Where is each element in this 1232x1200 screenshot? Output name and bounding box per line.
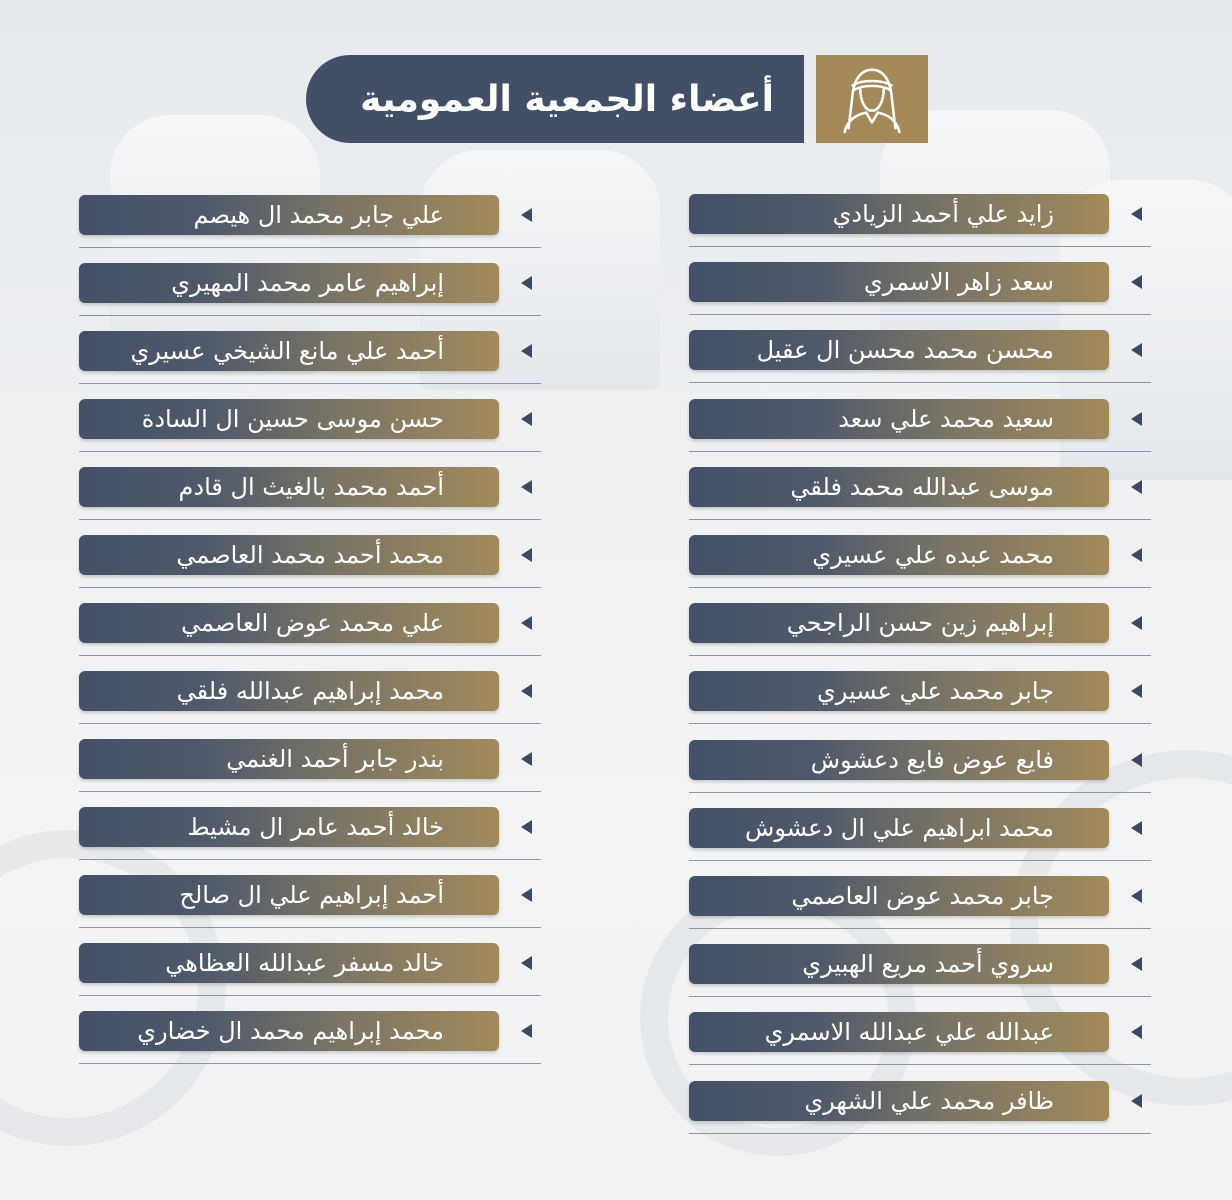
member-item — [79, 807, 541, 863]
member-name-bar — [689, 671, 1109, 711]
member-name: محسن محمد محسن ال عقيل — [756, 336, 1054, 365]
separator-line — [79, 1063, 541, 1064]
caret-left-icon — [521, 344, 532, 358]
member-name: أحمد محمد بالغيث ال قادم — [178, 473, 444, 501]
separator-line — [79, 587, 541, 588]
member-name: جابر محمد علي عسيري — [816, 677, 1054, 706]
separator-line — [79, 247, 541, 248]
member-name-bar — [689, 194, 1109, 234]
member-item — [689, 740, 1151, 796]
title-banner — [306, 55, 804, 143]
member-name: خالد أحمد عامر ال مشيط — [187, 813, 444, 841]
member-name-bar — [79, 671, 499, 711]
caret-left-icon — [1131, 889, 1142, 903]
caret-left-icon — [521, 684, 532, 698]
member-name: أحمد إبراهيم علي ال صالح — [179, 881, 444, 909]
member-item — [689, 671, 1151, 727]
caret-left-icon — [1131, 1025, 1142, 1039]
member-name-bar — [689, 399, 1109, 439]
member-name: خالد مسفر عبدالله العظاهي — [165, 949, 444, 977]
caret-left-icon — [521, 616, 532, 630]
caret-left-icon — [1131, 957, 1142, 971]
caret-left-icon — [1131, 1094, 1142, 1108]
caret-left-icon — [1131, 412, 1142, 426]
caret-left-icon — [521, 888, 532, 902]
separator-line — [689, 655, 1151, 656]
caret-left-icon — [521, 1024, 532, 1038]
caret-left-icon — [521, 480, 532, 494]
member-item — [79, 875, 541, 931]
caret-left-icon — [1131, 480, 1142, 494]
separator-line — [689, 860, 1151, 861]
member-item — [689, 1012, 1151, 1068]
caret-left-icon — [1131, 275, 1142, 289]
member-item — [79, 943, 541, 999]
member-item — [689, 944, 1151, 1000]
member-item — [79, 1011, 541, 1067]
caret-left-icon — [521, 412, 532, 426]
caret-left-icon — [521, 276, 532, 290]
member-name-bar — [689, 330, 1109, 370]
separator-line — [689, 519, 1151, 520]
caret-left-icon — [521, 208, 532, 222]
caret-left-icon — [1131, 753, 1142, 767]
member-name: عبدالله علي عبدالله الاسمري — [764, 1018, 1054, 1047]
caret-left-icon — [521, 820, 532, 834]
caret-left-icon — [521, 548, 532, 562]
separator-line — [79, 995, 541, 996]
member-name-bar — [689, 808, 1109, 848]
member-name-bar — [689, 876, 1109, 916]
member-item — [689, 603, 1151, 659]
member-name: إبراهيم عامر محمد المهيري — [171, 269, 444, 297]
member-name-bar — [79, 263, 499, 303]
member-name: حسن موسى حسين ال السادة — [141, 405, 444, 433]
member-name: جابر محمد عوض العاصمي — [791, 882, 1054, 910]
member-name-bar — [689, 1081, 1109, 1121]
member-item — [79, 467, 541, 523]
member-name: سعد زاهر الاسمري — [863, 268, 1054, 297]
separator-line — [79, 723, 541, 724]
member-name: بندر جابر أحمد الغنمي — [226, 745, 444, 773]
member-name-bar — [79, 535, 499, 575]
separator-line — [689, 792, 1151, 793]
member-name: فايع عوض فايع دعشوش — [810, 745, 1054, 774]
member-item — [689, 1081, 1151, 1137]
member-name-bar — [689, 944, 1109, 984]
member-name-bar — [79, 739, 499, 779]
icon-badge — [816, 55, 928, 143]
separator-line — [79, 791, 541, 792]
member-item — [79, 739, 541, 795]
separator-line — [79, 859, 541, 860]
separator-line — [79, 519, 541, 520]
member-name: محمد أحمد محمد العاصمي — [176, 541, 444, 569]
member-name-bar — [689, 262, 1109, 302]
caret-left-icon — [1131, 821, 1142, 835]
member-name-bar — [79, 807, 499, 847]
member-name: محمد عبده علي عسيري — [812, 541, 1054, 569]
separator-line — [689, 996, 1151, 997]
member-item — [79, 603, 541, 659]
separator-line — [689, 723, 1151, 724]
member-item — [79, 535, 541, 591]
member-item — [689, 876, 1151, 932]
member-item — [689, 399, 1151, 455]
member-name: سروي أحمد مريع الهبيري — [802, 950, 1054, 979]
member-item — [689, 467, 1151, 523]
caret-left-icon — [1131, 207, 1142, 221]
member-name: محمد إبراهيم عبدالله فلقي — [176, 677, 444, 705]
caret-left-icon — [521, 956, 532, 970]
man-ghutra-icon — [833, 60, 911, 138]
member-name-bar — [79, 331, 499, 371]
member-name: زايد علي أحمد الزيادي — [832, 200, 1054, 228]
separator-line — [79, 383, 541, 384]
member-name-bar — [79, 603, 499, 643]
member-name: موسى عبدالله محمد فلقي — [790, 472, 1054, 501]
member-name: إبراهيم زين حسن الراجحي — [786, 609, 1054, 638]
separator-line — [79, 315, 541, 316]
caret-left-icon — [521, 752, 532, 766]
separator-line — [689, 928, 1151, 929]
member-name-bar — [79, 399, 499, 439]
member-name-bar — [689, 740, 1109, 780]
caret-left-icon — [1131, 684, 1142, 698]
member-item — [689, 194, 1151, 250]
member-item — [689, 808, 1151, 864]
member-name: أحمد علي مانع الشيخي عسيري — [130, 337, 444, 365]
separator-line — [79, 927, 541, 928]
separator-line — [689, 246, 1151, 247]
member-name: محمد ابراهيم علي ال دعشوش — [745, 813, 1054, 842]
member-name-bar — [689, 535, 1109, 575]
member-item — [79, 671, 541, 727]
member-name-bar — [79, 467, 499, 507]
member-name-bar — [689, 603, 1109, 643]
member-name: علي جابر محمد ال هيصم — [193, 201, 444, 229]
member-name-bar — [79, 1011, 499, 1051]
caret-left-icon — [1131, 343, 1142, 357]
separator-line — [79, 655, 541, 656]
separator-line — [689, 451, 1151, 452]
member-name-bar — [79, 875, 499, 915]
separator-line — [689, 1064, 1151, 1065]
separator-line — [689, 587, 1151, 588]
caret-left-icon — [1131, 548, 1142, 562]
member-item — [689, 262, 1151, 318]
member-name: محمد إبراهيم محمد ال خضاري — [137, 1017, 444, 1045]
separator-line — [689, 382, 1151, 383]
member-name: علي محمد عوض العاصمي — [181, 609, 444, 637]
header — [306, 55, 928, 143]
member-name-bar — [689, 467, 1109, 507]
page-title: أعضاء الجمعية العمومية — [360, 78, 774, 120]
caret-left-icon — [1131, 616, 1142, 630]
separator-line — [689, 314, 1151, 315]
member-name: سعيد محمد علي سعد — [838, 404, 1054, 433]
separator-line — [79, 451, 541, 452]
member-item — [689, 330, 1151, 386]
member-name-bar — [79, 943, 499, 983]
member-item — [79, 195, 541, 251]
member-name: ظافر محمد علي الشهري — [804, 1086, 1054, 1115]
member-item — [79, 399, 541, 455]
member-item — [689, 535, 1151, 591]
separator-line — [689, 1133, 1151, 1134]
member-name-bar — [79, 195, 499, 235]
member-item — [79, 331, 541, 387]
member-name-bar — [689, 1012, 1109, 1052]
member-item — [79, 263, 541, 319]
